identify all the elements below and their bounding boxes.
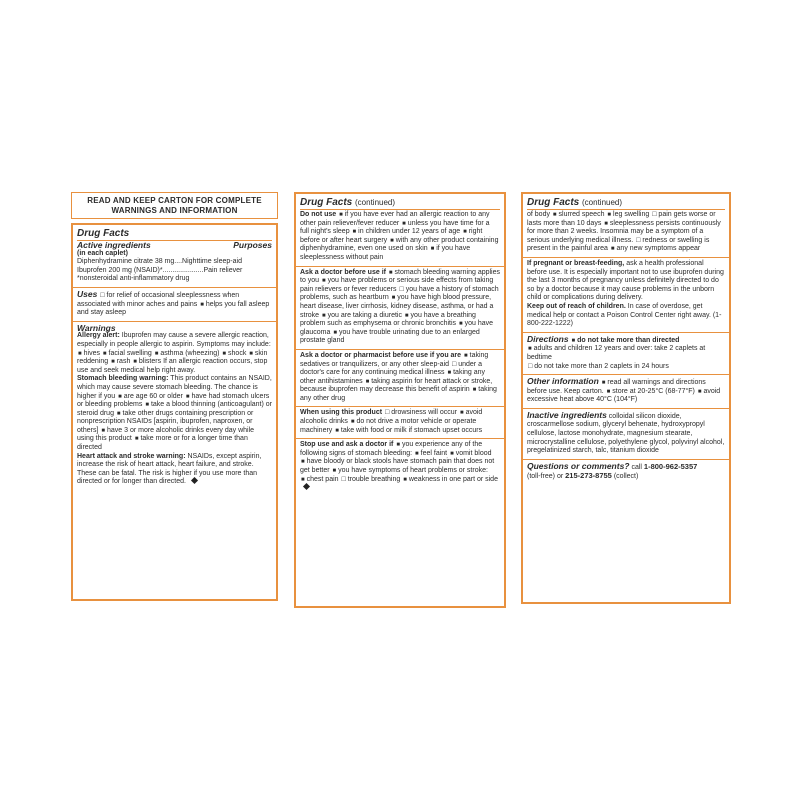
list-item: ■ blisters [132,358,161,365]
stop-use-section [296,438,504,496]
list-item: ■ you have a breathing problem such as emphysema or chronic bronchitis [300,312,476,328]
when-using-label: When using this product [300,409,383,417]
list-item: ■ vomit blood [449,450,491,457]
pregnancy-section [523,257,729,332]
list-item: ■ unless you have time for a full night's sleep [300,220,490,236]
list-item: have stomach pain that does not get better [300,458,495,475]
phone-number[interactable]: 215-273-8755 [565,471,612,481]
list-item: ■ skin reddening [77,350,267,366]
drug-facts-title: Drug Facts [77,228,130,239]
warnings-heading: Warnings [77,322,116,333]
allergy-alert-text: Ibuprofen may cause a severe allergic reaction, especially in people allergic to aspirin. Symptoms may include: [77,332,271,348]
list-item: ■ stomach bleeding warning applies to you [300,269,500,285]
toll-free-text: (toll-free) or [527,473,564,481]
pregnancy-label: If pregnant or breast-feeding, [527,259,625,267]
keep-carton-banner: READ AND KEEP CARTON FOR COMPLETE WARNINGS AND INFORMATION [71,192,278,219]
list-item: ■ avoid excessive heat above 40°C (104°F) [527,388,720,404]
list-item: □ pain gets worse or lasts more than 10 days [527,211,716,227]
panel-middle [294,192,506,608]
stop-use-label: Stop use and ask a doctor if [300,441,394,449]
phone-number[interactable]: 1-800-962-5357 [643,461,698,471]
warnings-section [73,321,276,490]
list-item: □ drowsiness will occur [384,409,457,416]
heart-attack-label: Heart attack and stroke warning: [77,452,186,460]
uses-text: ■ helps you fall asleep and stay asleep [77,301,269,317]
list-item: ■ you have high blood pressure, heart disease, liver cirrhosis, kidney disease, asthma, or had a stroke [300,294,493,318]
drug-facts-title [300,196,500,209]
continued-text: of body [527,211,550,218]
when-using-section [296,406,504,438]
list-item: ■ slurred speech [552,211,605,218]
continue-diamond-icon [191,477,198,484]
list-item: ■ do not take more than directed [571,337,680,344]
active-ingredients-heading: Active ingredients [77,240,151,250]
list-item: ■ you have problems or serious side effects from taking pain relievers or fever reducers [300,277,493,293]
inactive-ingredients-heading: Inactive ingredients [527,409,607,420]
stop-use-text: ■ you experience any of the following signs of stomach bleeding: [300,441,482,457]
uses-heading: Uses [77,288,98,299]
continue-diamond-icon [303,483,310,490]
ask-doctor-label: Ask a doctor before use if [300,268,386,276]
stomach-bleeding-label: Stomach bleeding warning: [77,375,169,383]
drug-facts-title-text: Drug Facts [300,197,353,208]
ingredient-line: Ibuprofen 200 mg (NSAID)*.....................Pain reliever [77,266,243,274]
list-item: ■ store at 20-25°C (68-77°F) [606,388,695,395]
list-item: ■ have 3 or more alcoholic drinks every day while using this product [77,427,254,443]
collect-text: (collect) [613,473,639,481]
list-item: ■ you have trouble urinating due to an enlarged prostate gland [300,329,480,345]
list-item: ■ do not drive a motor vehicle or operate machinery [300,418,476,434]
list-item: ■ take more or for a longer time than directed [77,435,248,451]
drug-facts-title [527,196,725,209]
heart-attack-text: NSAIDs, except aspirin, increase the risk of heart attack, heart failure, and stroke. These can be fatal. The risk is higher if you use more than directed or for longer than directed. [77,452,262,486]
list-item: ■ facial swelling [102,350,152,357]
active-ingredients-section [73,225,276,287]
inactive-ingredients-section [523,408,729,459]
list-item: ■ you are taking a diuretic [321,312,402,319]
ask-doctor-section [296,266,504,349]
list-item: ■ in children under 12 years of age [352,228,461,235]
drug-facts-title-text: Drug Facts [527,197,580,208]
list-item: ■ hives [77,350,100,357]
continued-label: (continued) [582,198,623,207]
other-information-heading: Other information [527,376,599,387]
stomach-bleeding-text: This product contains an NSAID, which may cause severe stomach bleeding. The chance is higher if you [77,375,272,400]
list-item: ■ avoid alcoholic drinks [300,409,482,425]
list-item: ■ rash [110,358,130,365]
list-item: ■ chest pain [300,476,339,483]
list-item: □ redness or swelling is present in the painful area [527,237,709,253]
other-information-section [523,374,729,408]
nsaid-footnote: *nonsteroidal anti-inflammatory drug [77,275,190,283]
do-not-use-section [296,194,504,266]
list-item: ■ right before or after heart surgery [300,228,482,244]
overdose-text: In case of overdose, get medical help or contact a Poison Control Center right away. (1-800-222-1222) [527,302,722,328]
list-item: ■ weakness in one part or side [402,476,498,483]
list-item: ■ have had stomach ulcers or bleeding problems [77,393,269,409]
list-item: ■ if you have sleeplessness without pain [300,245,470,261]
list-item: ■ taking sedatives or tranquilizers, or any other sleep-aid [300,352,488,368]
ask-pharmacist-label: Ask a doctor or pharmacist before use if you are [300,351,462,359]
uses-text: □ for relief of occasional sleeplessness when associated with minor aches and pains [77,292,239,308]
allergy-alert-tail: If an allergic reaction occurs, stop use and seek medical help right away. [77,358,268,374]
list-item: ■ sleeplessness persists continuously for more than 2 weeks. Insomnia may be a symptom of a serious underlying medical illness. [527,220,721,244]
list-item: □ under a doctor's care for any continuing medical illness [300,361,482,377]
list-item: ■ any new symptoms appear [610,245,700,252]
list-item: ■ shock [221,350,246,357]
list-item: ■ asthma (wheezing) [154,350,220,357]
uses-section [73,287,276,321]
list-item: ■ if you have ever had an allergic reaction to any other pain reliever/fever reducer [300,211,490,227]
ingredient-line: Diphenhydramine citrate 38 mg....Nighttime sleep-aid [77,258,242,266]
stop-use-continued-section [523,194,729,257]
list-item: ■ are age 60 or older [117,393,183,400]
questions-heading: Questions or comments? [527,460,630,471]
list-item: □ trouble breathing [341,476,401,483]
list-item: ■ take a blood thinning (anticoagulant) or steroid drug [77,401,272,417]
list-item: ■ taking aspirin for heart attack or stroke, because ibuprofen may decrease this benefit of aspirin [300,378,492,394]
list-item: ■ read all warnings and directions before use. Keep carton. [527,379,706,395]
list-item: ■ adults and children 12 years and over: take 2 caplets at bedtime [527,345,725,362]
panel-left [71,192,278,601]
questions-call-text: call [631,463,642,471]
list-item: ■ take with food or milk if stomach upset occurs [334,427,482,434]
drug-facts-box [71,223,278,601]
allergy-alert-label: Allergy alert: [77,332,120,340]
directions-section [523,332,729,374]
list-item: ■ you have symptoms of heart problems or stroke: [332,467,488,474]
pregnancy-text: ask a health professional before use. It is especially important not to use ibuprofen during the last 3 months of pregnancy unless definitely directed to do so by a doctor because it may cause problems in the unborn child or complications during delivery. [527,259,724,302]
list-item: ■ you have glaucoma [300,320,493,336]
list-item: ■ taking any other drug [300,386,497,402]
continued-label: (continued) [355,198,396,207]
list-item: ■ feel faint [414,450,447,457]
purposes-heading: Purposes [233,240,272,250]
per-unit-label: (in each caplet) [77,249,128,257]
keep-out-of-reach-label: Keep out of reach of children. [527,302,626,310]
panel-right [521,192,731,604]
list-item: □ do not take more than 2 caplets in 24 hours [527,363,725,372]
inactive-ingredients-text: colloidal silicon dioxide, croscarmellose sodium, glyceryl behenate, hydroxypropyl cellulose, lactose monohydrate, magnesium stearate, microcrystalline cellulose, polyethylene glycol, polyvinyl alcohol, pregelatinized starch, talc, titanium dioxide [527,412,725,455]
do-not-use-label: Do not use [300,211,337,218]
questions-section [523,459,729,485]
list-item: ■ taking any other antihistamines [300,369,485,385]
list-item: □ you have a history of stomach problems, such as heartburn [300,286,499,302]
list-item: ■ have bloody or black stools [300,458,391,465]
list-item: ■ take other drugs containing prescription or nonprescription NSAIDs [aspirin, ibuprofen, naproxen, or others] [77,410,253,434]
list-item: ■ with any other product containing diphenhydramine, even one used on skin [300,237,498,253]
list-item: ■ leg swelling [606,211,649,218]
directions-heading: Directions [527,333,569,344]
ask-pharmacist-section [296,349,504,407]
